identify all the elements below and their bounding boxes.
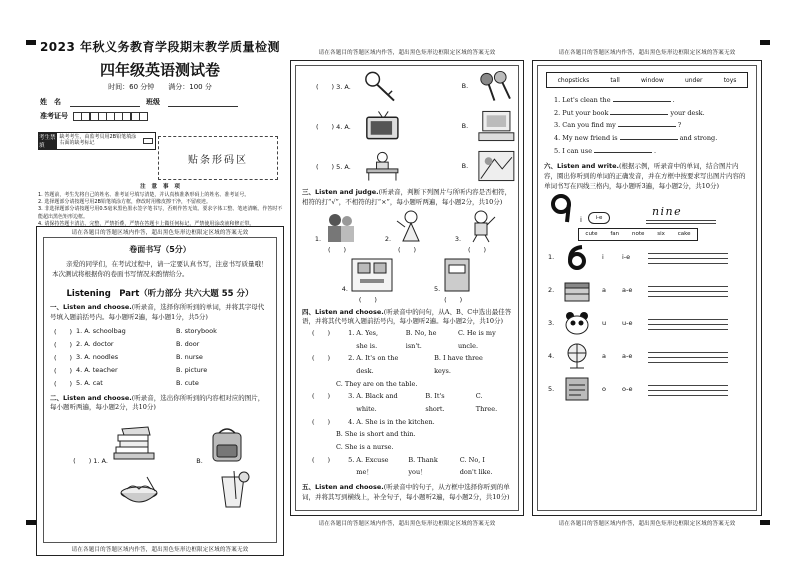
- girl-picture-icon: [393, 209, 429, 243]
- q5-sentence[interactable]: 3. Can you find my ?: [554, 121, 682, 130]
- books-picture-icon: [112, 425, 158, 465]
- q4-row[interactable]: ( ) 3. A. Black and white. B. It's short. C. Three.: [312, 392, 498, 414]
- q3-item[interactable]: 3. ( ): [455, 209, 499, 254]
- q2-head: 二、Listen and choose.(听录音，选出你所听到的内容相对应的图片，每小题听两遍，每小题2分，共10分): [50, 393, 265, 412]
- q2-row-4[interactable]: ( ) 4. A. B.: [296, 106, 518, 146]
- example-writing-lines: nine: [646, 205, 716, 224]
- q1-row[interactable]: ( ) 5. A. cat B. cute: [54, 379, 199, 388]
- name-field[interactable]: [70, 106, 140, 107]
- answer-area-3: [532, 60, 762, 516]
- q1-row[interactable]: ( ) 3. A. noodles B. nurse: [54, 353, 203, 362]
- fan-picture-icon: [562, 342, 592, 370]
- q3-head: 三、Listen and judge.(听录音，判断下列图片与所听内容是否相符，相符的打“√”，不相符的打“×”，每小题听两遍，每小题2分，共10分): [302, 188, 512, 206]
- q2-row1-b-label: B.: [196, 457, 203, 466]
- q4-row: B. She is short and thin.: [336, 430, 416, 439]
- family-picture-icon: [323, 211, 359, 243]
- q6-example: i i-e nine: [538, 192, 756, 224]
- tv-picture-icon: [361, 109, 404, 143]
- q4-head: 四、Listen and choose.(听录音中的问句，从A、B、C中选出最佳答语，并将其代号填入题前括号内，每小题听2遍。每小题2分，共10分): [302, 307, 512, 326]
- q3-row-2: [296, 254, 518, 304]
- prohibit-text: 缺考考生，由监考员用2B铅笔填涂右面的缺考标记: [59, 134, 137, 147]
- note-item: 4. 请保持答题卡清洁、完整，严禁折叠，严禁在答题卡上做任何标记，严禁使用涂改液和修正带。: [38, 220, 255, 227]
- q5-sentence[interactable]: 1. Let's clean the .: [554, 96, 675, 104]
- q4-row: C. They are on the table.: [336, 379, 418, 388]
- exam-subtitle: 四年级英语测试卷: [99, 61, 220, 79]
- q5-sentence[interactable]: 5. I can use .: [554, 146, 657, 155]
- classroom-picture-icon: [350, 257, 394, 293]
- q3-row-1: [296, 208, 518, 254]
- exam-meta: 时间：60 分钟 满分：100 分: [108, 83, 212, 91]
- student-desk-picture-icon: [361, 149, 404, 183]
- schoolbag-picture-icon: [207, 425, 247, 465]
- q4-row[interactable]: ( ) 5. A. Excuse me！ B. Thank you！ C. No, I don't like.: [312, 455, 493, 477]
- prohibit-label: 考生禁填: [39, 135, 56, 149]
- q2-row-3[interactable]: ( ) 3. A. B.: [296, 66, 518, 106]
- q6-row[interactable]: 4. a a-e: [538, 340, 756, 373]
- q1-row[interactable]: ( ) 1. A. schoolbag B. storybook: [54, 327, 217, 336]
- note-item: 2. 选择题部分请按题号用2B铅笔填涂方框，修改时用橡皮擦干净，不留痕迹。: [38, 199, 211, 206]
- answer-area-1: [36, 226, 284, 556]
- q4-row: C. She is a nurse.: [336, 443, 394, 452]
- juice-picture-icon: [216, 469, 250, 509]
- q6-head: 六、Listen and write.(根据示例，听录音中的单词，结合图片内容，圈出你听到的单词的正确发音，并在方框中按要求写出图片内容的单词书写在四线三格内，每小题听3遍，每小题2分，共10分): [544, 162, 746, 191]
- neatness-title: 卷面书写（5分）: [129, 245, 191, 254]
- q3-item[interactable]: 1. ( ): [315, 211, 359, 254]
- answer-inner-2: [295, 65, 519, 511]
- class-field[interactable]: [168, 106, 238, 107]
- q1-row[interactable]: ( ) 2. A. doctor B. door: [54, 340, 200, 349]
- q5-sentences: [538, 88, 756, 157]
- q5-sentence[interactable]: 4. My new friend is and strong.: [554, 134, 718, 143]
- registration-mark-top-right: [760, 40, 770, 45]
- boy-picture-icon: [463, 209, 499, 243]
- q2-row-2[interactable]: [44, 465, 276, 509]
- math-book-picture-icon: [442, 257, 472, 293]
- six-digit-icon: [566, 244, 588, 270]
- id-label: 准考证号: [40, 112, 68, 120]
- q6-row[interactable]: 1. i i-e: [538, 241, 756, 274]
- notes-title: 注 意 事 项: [140, 184, 182, 190]
- nine-digit-icon: [548, 194, 574, 224]
- q5-head: 五、Listen and choose.(听录音中的句子，从方框中选择你听到的单词，并将其写到横线上，补全句子，每小题听2遍，每小题2分，共10分): [302, 483, 510, 501]
- computer-picture-icon: [475, 109, 518, 143]
- column-3: [532, 48, 762, 528]
- q1-head: 一、Listen and choose.(听录音，选择你所听到的单词，并将其字母代号填入题前括号内。每小题听2遍，每小题1分，共5分): [50, 303, 265, 321]
- q6-word-bank: cute fan note six cake: [578, 228, 698, 241]
- note-item: 1. 答题前，考生先将自己的姓名、准考证号填写清楚，并认真核准条形码上的姓名、准考证号。: [38, 191, 250, 198]
- keys-picture-icon: [475, 69, 518, 103]
- q3-item[interactable]: 4. ( ): [342, 257, 394, 304]
- exam-title: 2023 年秋义务教育学段期末教学质量检测: [39, 40, 281, 54]
- note-item: 3. 非选择题部分请按题号用0.5毫米黑色墨水签字笔书写，否则作答无效。要求字体工整、笔迹清晰。作答时不能超出黑色矩形边框。: [38, 206, 283, 220]
- q2-row-5[interactable]: ( ) 5. A. B.: [296, 146, 518, 186]
- warning-text: 请在各题目的答题区域内作答，超出黑色矩形边框限定区域的答案无效: [318, 521, 496, 527]
- barcode-area: 贴条形码区: [158, 136, 278, 180]
- q3-item[interactable]: 5. ( ): [434, 257, 472, 304]
- panda-picture-icon: [562, 310, 592, 336]
- column-2: [290, 48, 524, 528]
- note-picture-icon: [563, 375, 591, 403]
- cake-picture-icon: [562, 277, 592, 303]
- notes: [38, 184, 284, 228]
- warning-text: 请在各题目的答题区域内作答，超出黑色矩形边框限定区域的答案无效: [558, 521, 736, 527]
- window-picture-icon: [475, 149, 518, 183]
- registration-mark-bottom-left: [26, 520, 36, 525]
- answer-inner-3: [537, 65, 757, 511]
- q6-row[interactable]: 2. a a-e: [538, 274, 756, 307]
- prohibit-box: [38, 132, 156, 150]
- noodles-picture-icon: [117, 475, 161, 509]
- q6-row[interactable]: 3. u u-e: [538, 307, 756, 340]
- neatness-paragraph: 亲爱的同学们，在考试过程中，请一定要认真书写，注意书写质量哦！本次测试将根据你的卷面书写情况来酌情给分。: [52, 260, 268, 279]
- q1-row[interactable]: ( ) 4. A. teacher B. picture: [54, 366, 208, 375]
- q4-options: [296, 327, 518, 479]
- q6-row[interactable]: 5. o o-e: [538, 373, 756, 406]
- q5-sentence[interactable]: 2. Put your book your desk.: [554, 108, 705, 117]
- column-1: [36, 38, 284, 553]
- example-phonics-circle: i-e: [588, 212, 610, 224]
- q2-row-1[interactable]: [44, 413, 276, 465]
- student-fields: [40, 96, 280, 121]
- registration-mark-top-left: [26, 40, 36, 45]
- answer-area-2: [290, 60, 524, 516]
- warning-text: 请在各题目的答题区域内作答，超出黑色矩形边框限定区域的答案无效: [558, 50, 736, 56]
- q4-row[interactable]: ( ) 4. A. She is in the kitchen.: [312, 417, 435, 426]
- class-label: 班级: [146, 98, 160, 106]
- name-label: 姓 名: [40, 98, 61, 106]
- absent-mark-box[interactable]: [141, 133, 155, 149]
- answer-inner-1: [43, 237, 277, 543]
- q3-item[interactable]: 2. ( ): [385, 209, 429, 254]
- q4-row[interactable]: ( ) 2. A. It's on the desk. B. I have three keys.: [312, 354, 483, 376]
- key-picture-icon: [361, 69, 404, 103]
- q2-row1-a-label: ( ) 1. A.: [73, 457, 108, 466]
- warning-text: 请在各题目的答题区域内作答，超出黑色矩形边框限定区域的答案无效: [71, 230, 249, 236]
- id-boxes[interactable]: [74, 112, 148, 121]
- warning-text: 请在各题目的答题区域内作答，超出黑色矩形边框限定区域的答案无效: [71, 547, 249, 553]
- q4-row[interactable]: ( ) 1. A. Yes, she is. B. No, he isn't. C. He is my uncle.: [312, 329, 496, 350]
- listening-title: Listening Part（听力部分 共六大题 55 分）: [66, 289, 254, 300]
- q1-options: [44, 325, 276, 390]
- warning-text: 请在各题目的答题区域内作答，超出黑色矩形边框限定区域的答案无效: [318, 50, 496, 56]
- q5-word-bank: chopsticks tall window under toys: [546, 72, 748, 88]
